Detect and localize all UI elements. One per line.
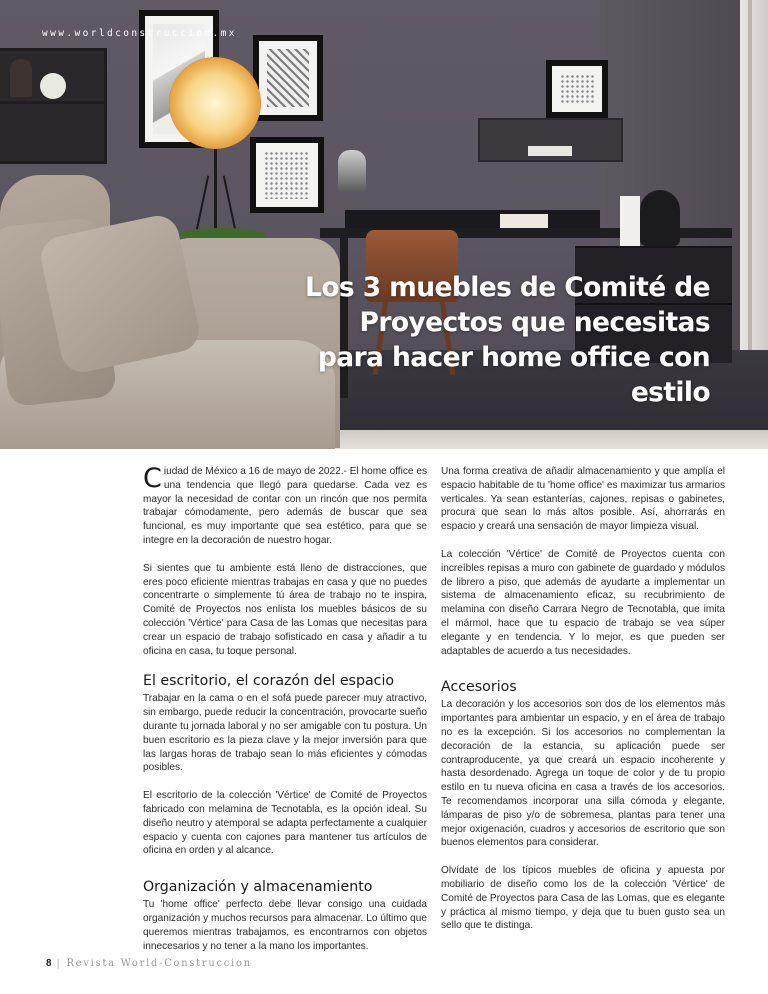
sofa-cushion xyxy=(37,212,203,376)
paragraph: La decoración y los accesorios son dos de los elementos más importantes para ambientar un espacio, y en el área de trabajo no es la excepción. Si los accesorios no complementan la decoración de la estancia, su aplicación puede ser contraproducente, ya que creará un espacio incoherente y hasta desordenado. Agrega un toque de color y de tu propio estilo en tu nueva oficina en casa a través de los accesorios. Te recomendamos incorporar una silla cómoda y elegante, lámparas de piso y/o de sobremesa, plantas para tener una mejor oxigenación, cuadros y accesorios de escritorio que son buenos elementos para considerar. xyxy=(441,699,725,849)
hero-frame-small xyxy=(546,60,608,118)
floor-lamp-light xyxy=(169,57,261,149)
hero-frame-geometric xyxy=(253,35,323,121)
floor-lamp-pole xyxy=(214,148,217,240)
desk-statue xyxy=(640,190,680,246)
hero-wall-shelf-left xyxy=(0,48,107,164)
paragraph: Tu 'home office' perfecto debe llevar consigo una cuidada organización y muchos recursos para almacenar. Lo último que queremos mientras trabajamos, es encontrarnos con objetos innecesarios y no tener a la mano los importantes. xyxy=(143,899,427,952)
page-number: 8 xyxy=(46,958,52,969)
magazine-name: Revista World-Construccion xyxy=(66,958,252,969)
article-column-left xyxy=(143,465,427,967)
hero-photo xyxy=(0,0,768,449)
shelf-ornament xyxy=(10,59,32,97)
section-heading-organizacion: Organización y almacenamiento xyxy=(143,879,373,896)
article-column-right xyxy=(441,465,725,947)
paragraph: La colección 'Vértice' de Comité de Proyectos cuenta con increíbles repisas a muro con gabinete de guardado y módulos de librero a piso, que además de ayudarte a implementar un sistema de almacenamiento eficaz, su recubrimiento de melamina con diseño Carrara Negro de Tecnotabla, que imita el mármol, hace que tu espacio de trabajo se vea súper elegante y en tendencia. Y lo mejor, es que pueden ser adaptables de acuerdo a tus necesidades. xyxy=(441,548,725,657)
drop-cap: C xyxy=(143,463,162,494)
desk-books xyxy=(500,214,548,228)
intro-text: iudad de México a 16 de mayo de 2022.- El home office es una tendencia que llegó para quedarse. Cada vez es mayor la necesidad de contar con un rincón que nos permita trabajar cómodamente, pero además de buscar que sea funcional, es muy importante que sea estético, para que se integre en la decoración de nuestro hogar. xyxy=(143,466,427,546)
footer-separator: | xyxy=(56,958,62,969)
paragraph: Si sientes que tu ambiente está lleno de distracciones, que eres poco eficiente mientras trabajas en casa y que no puedes concentrarte o simplemente tú área de trabajo no te inspira, Comité de Proyectos nos enlista los muebles básicos de su colección 'Vértice' para Casa de las Lomas que necesitas para crear un espacio de trabajo sofisticado en casa y añadir a tu oficina en casa, tu toque personal. xyxy=(143,562,427,657)
desk-vase xyxy=(620,196,640,246)
hero-rug xyxy=(330,430,768,449)
paragraph: El escritorio de la colección 'Vértice' de Comité de Proyectos fabricado con melamina de Tecnotabla, es la opción ideal. Su diseño neutro y atemporal se adapta perfectamente a cualquier espacio y cuenta con cajones para mantener tus artículos de oficina en orden y al alcance. xyxy=(143,790,427,857)
website-url[interactable]: www.worldconstruccion.mx xyxy=(42,28,237,39)
shelf-plant xyxy=(40,73,66,99)
hero-frame-dots xyxy=(250,137,324,213)
hero-sculpture xyxy=(338,150,366,192)
article-title: Los 3 muebles de Comité de Proyectos que necesitas para hacer home office con estilo xyxy=(305,272,710,408)
hero-floating-shelf xyxy=(478,118,623,162)
page-footer xyxy=(46,958,252,969)
section-heading-escritorio: El escritorio, el corazón del espacio xyxy=(143,673,395,690)
section-heading-accesorios: Accesorios xyxy=(441,679,517,696)
paragraph: Trabajar en la cama o en el sofá puede parecer muy atractivo, sin embargo, puede reducir la concentración, provocarte sueño durante tu jornada laboral y no ser amigable con tu postura. Un buen escritorio es la pieza clave y la mejor inversión para que las largas horas de trabajo sean lo más eficientes y cómodas posibles. xyxy=(143,693,427,774)
paragraph: Olvídate de los típicos muebles de oficina y apuesta por mobiliario de diseño como los de la colección 'Vértice' de Comité de Proyectos para Casa de las Lomas, que es elegante y práctica al mismo tiempo, y deja que tu buen gusto sea un sello que te distinga. xyxy=(441,865,725,932)
paragraph: Una forma creativa de añadir almacenamiento y que amplía el espacio habitable de tu 'home office' es maximizar tus armarios verticales. Ya sean estanterías, cajones, repisas o gabinetes, procura que sean lo más altos posible. Así, ahorrarás en espacio y creará una sensación de mayor limpieza visual. xyxy=(441,466,725,533)
shelf-board xyxy=(0,101,104,104)
intro-paragraph xyxy=(143,465,427,548)
